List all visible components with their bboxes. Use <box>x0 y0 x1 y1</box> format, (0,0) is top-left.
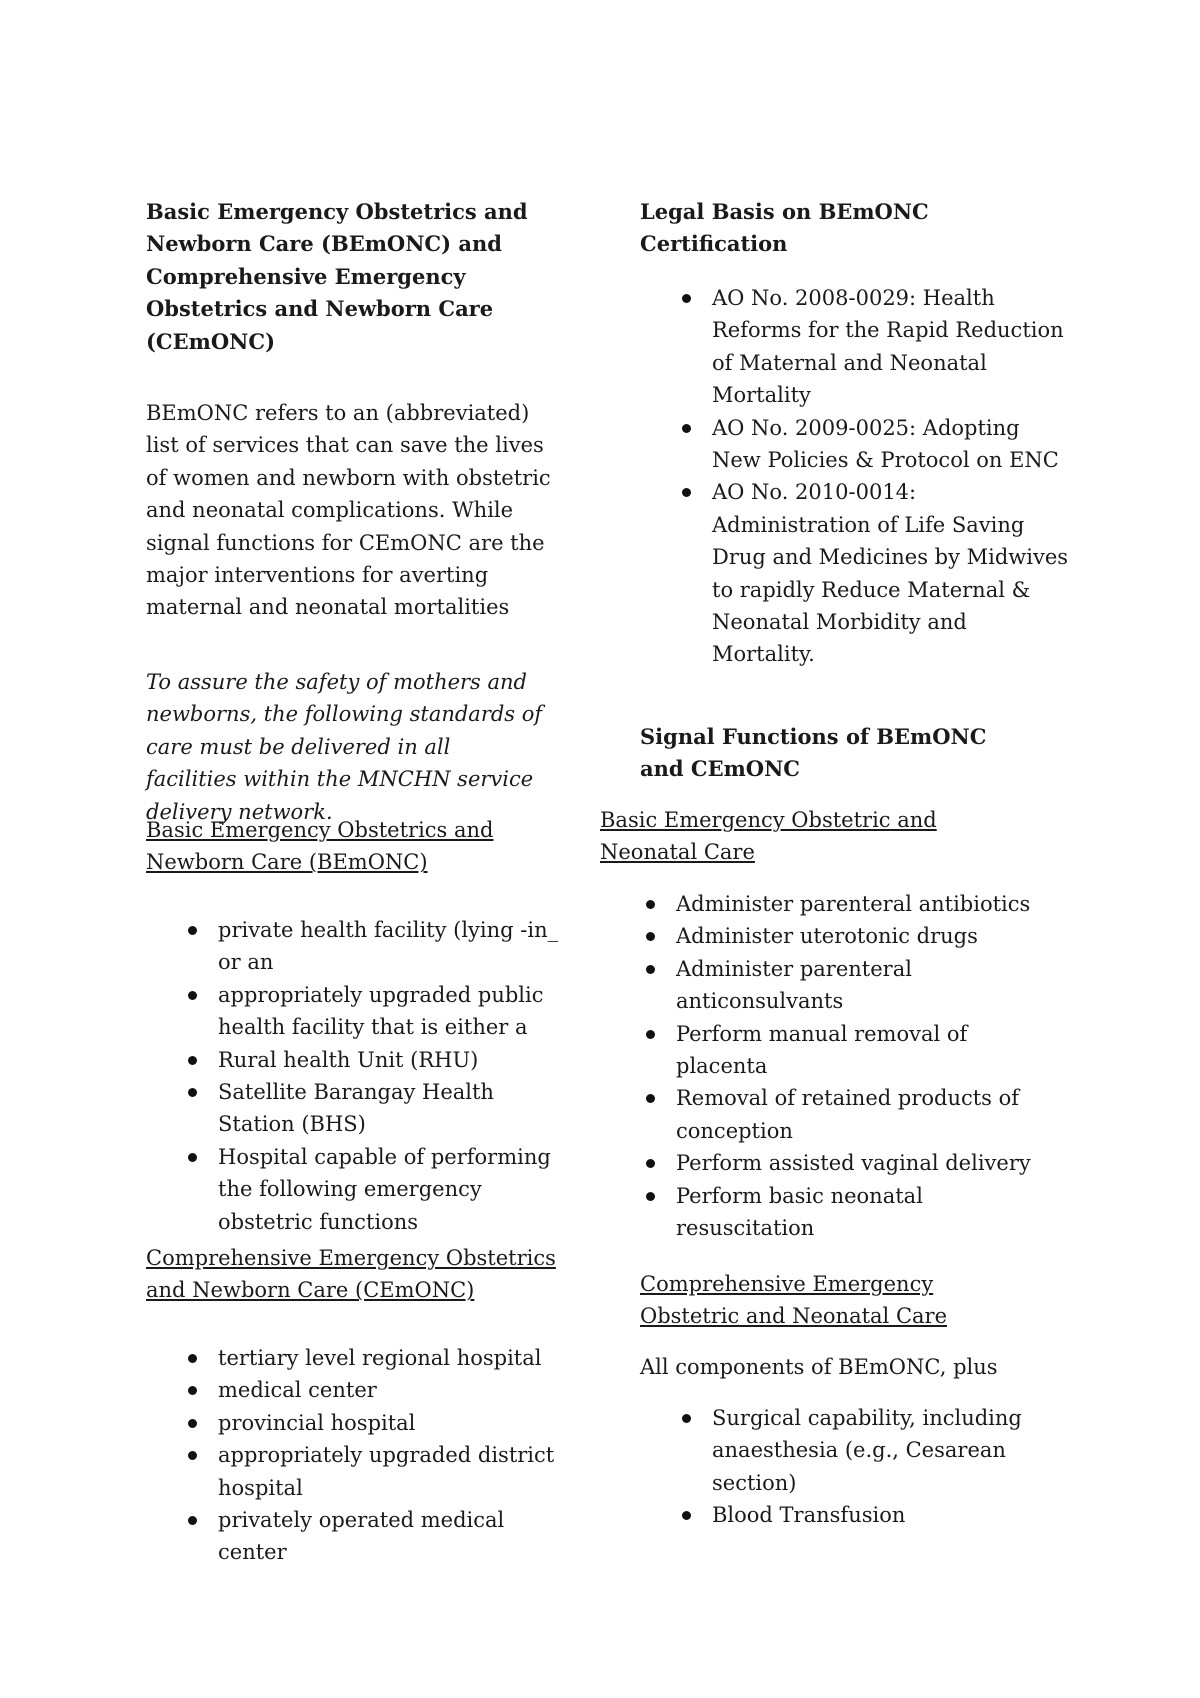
bemonc-heading: Basic Emergency Obstetrics and Newborn Care (BEmONC) <box>146 818 494 875</box>
bullet-icon <box>646 965 655 974</box>
bullet-icon <box>682 488 691 497</box>
standards-note: To assure the safety of mothers and newborns, the following standards of care must be delivered in all facilities within the MNCHN service delivery network. <box>146 670 543 824</box>
bullet-icon <box>646 932 655 941</box>
bullet-icon <box>646 1192 655 1201</box>
list-item: Perform basic neonatal resuscitation <box>604 1180 1034 1245</box>
bullet-icon <box>646 900 655 909</box>
bullet-icon <box>188 1088 197 1097</box>
cemonc-heading: Comprehensive Emergency Obstetrics and Newborn Care (CEmONC) <box>146 1246 556 1303</box>
bullet-icon <box>188 1354 197 1363</box>
list-item: AO No. 2009-0025: Adopting New Policies & Protocol on ENC <box>640 412 1072 477</box>
list-item: private health facility (lying -in_ or an <box>146 914 566 979</box>
bullet-icon <box>188 1451 197 1460</box>
list-item: medical center <box>146 1374 566 1406</box>
bullet-icon <box>188 926 197 935</box>
bullet-icon <box>188 1516 197 1525</box>
bullet-icon <box>646 1159 655 1168</box>
list-item: privately operated medical center <box>146 1504 566 1569</box>
comprehensive-care-heading: Comprehensive Emergency Obstetric and Neonatal Care <box>640 1272 947 1329</box>
list-item: Hospital capable of performing the following emergency obstetric functions <box>146 1141 566 1238</box>
cemonc-facility-list <box>146 1342 566 1569</box>
signal-functions-heading: Signal Functions of BEmONC and CEmONC <box>640 724 987 782</box>
bullet-icon <box>682 294 691 303</box>
bullet-icon <box>188 1153 197 1162</box>
legal-basis-list <box>640 282 1072 671</box>
bullet-icon <box>682 424 691 433</box>
list-item: Perform assisted vaginal delivery <box>604 1147 1034 1179</box>
bullet-icon <box>188 1386 197 1395</box>
list-item: Administer uterotonic drugs <box>604 920 1034 952</box>
comprehensive-signal-functions-list <box>640 1402 1072 1532</box>
list-item: Administer parenteral anticonsulvants <box>604 953 1034 1018</box>
list-item: Rural health Unit (RHU) <box>146 1044 566 1076</box>
bullet-icon <box>682 1414 691 1423</box>
list-item: Surgical capability, including anaesthesia (e.g., Cesarean section) <box>640 1402 1072 1499</box>
legal-basis-heading: Legal Basis on BEmONC Certification <box>640 199 929 257</box>
bullet-icon <box>188 1056 197 1065</box>
list-item: Administer parenteral antibiotics <box>604 888 1034 920</box>
list-item: Removal of retained products of conception <box>604 1082 1034 1147</box>
list-item: AO No. 2010-0014: Administration of Life Saving Drug and Medicines by Midwives to rapidly Reduce Maternal & Neonatal Morbidity and Mortality. <box>640 476 1072 670</box>
bullet-icon <box>188 991 197 1000</box>
bullet-icon <box>646 1094 655 1103</box>
list-item: appropriately upgraded district hospital <box>146 1439 566 1504</box>
list-item: AO No. 2008-0029: Health Reforms for the Rapid Reduction of Maternal and Neonatal Mortality <box>640 282 1072 412</box>
basic-care-heading: Basic Emergency Obstetric and Neonatal Care <box>600 808 937 865</box>
comprehensive-intro: All components of BEmONC, plus <box>640 1355 998 1379</box>
bullet-icon <box>188 1419 197 1428</box>
list-item: Perform manual removal of placenta <box>604 1018 1034 1083</box>
list-item: appropriately upgraded public health facility that is either a <box>146 979 566 1044</box>
bemonc-facility-list <box>146 914 566 1238</box>
intro-paragraph: BEmONC refers to an (abbreviated) list of services that can save the lives of women and newborn with obstetric and neonatal complications. While signal functions for CEmONC are the major interventions for averting maternal and neonatal mortalities <box>146 401 551 620</box>
list-item: Satellite Barangay Health Station (BHS) <box>146 1076 566 1141</box>
bullet-icon <box>682 1511 691 1520</box>
basic-signal-functions-list <box>604 888 1034 1244</box>
bullet-icon <box>646 1030 655 1039</box>
document-title: Basic Emergency Obstetrics and Newborn Care (BEmONC) and Comprehensive Emergency Obstetrics and Newborn Care (CEmONC) <box>146 199 528 354</box>
list-item: tertiary level regional hospital <box>146 1342 566 1374</box>
list-item: Blood Transfusion <box>640 1499 1072 1531</box>
list-item: provincial hospital <box>146 1407 566 1439</box>
